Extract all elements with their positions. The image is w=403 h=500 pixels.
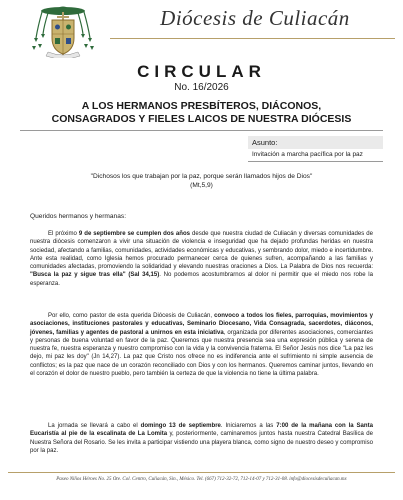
subject-divider: [248, 161, 383, 162]
paragraph-1: [30, 230, 373, 288]
paragraph-1-text: . No podemos acostumbrarnos al dolor ni permitir que el miedo nos robe la esperanza.: [30, 272, 373, 287]
quote-reference: (Mt,5,9): [190, 182, 213, 189]
document-type-label: CIRCULAR: [137, 62, 266, 81]
paragraph-2-bold: convoco a todos los fieles, parroquias, movimientos y asociaciones, instituciones pastorales y educativas, Seminario Diocesano, Vida Consagrada, sacerdotes, diáconos, jóvenes, familias y agentes de pastoral a unirnos en esta iniciativa: [30, 313, 373, 336]
paragraph-1-text: desde que nuestra ciudad de Culiacán y diversas comunidades de nuestra diócesis comenzaron a vivir una situación de violencia e inseguridad que ha dejado profundas heridas en nuestra sociedad, afectando a familias, comunidades, actividades económicas y educativas, y sembrando dolor, miedo e incertidumbre. Ante esta realidad, como Iglesia hemos procurado permanecer cerca de quienes sufren, acompañando a las familias y comunidades afectadas, promoviendo la solidaridad y elevando nuestras oraciones a Dios. La Palabra de Dios nos recuerda:: [30, 231, 374, 271]
coat-of-arms-icon: [28, 2, 98, 58]
heading-divider: [20, 130, 383, 131]
addressee-heading: [20, 100, 383, 126]
paragraph-3-bold: domingo 13 de septiembre: [140, 423, 221, 429]
heading-line-1: A LOS HERMANOS PRESBÍTEROS, DIÁCONOS,: [81, 100, 322, 112]
paragraph-2: [30, 312, 373, 378]
paragraph-3-text: y, posteriormente, caminaremos juntos hasta nuestra Catedral Basílica de Nuestra Señora del Rosario. Se les invita a participar vistiendo una playera blanca, como signo de nuestro deseo y compromiso por la paz.: [30, 431, 373, 454]
paragraph-3-bold: 7:00 de la mañana con la Santa Eucaristía al pie de la escalinata de La Lomita: [30, 423, 373, 438]
paragraph-3-text: . Iniciaremos a las: [220, 423, 277, 429]
quote-text: "Dichosos los que trabajan por la paz, porque serán llamados hijos de Dios": [90, 173, 313, 180]
paragraph-1-bold: "Busca la paz y sigue tras ella" (Sal 34,15): [30, 272, 160, 279]
bible-quote: [30, 172, 373, 190]
paragraph-3-text: La jornada se llevará a cabo el: [48, 423, 141, 429]
footer-address: Paseo Niños Héroes No. 25 Ote. Col. Centro, Culiacán, Sin., México. Tel. (667) 712-32-72, 712-14-07 y 712-31-08. info@diocesisdeculiacan.mx: [56, 477, 347, 482]
subject-label: Asunto:: [248, 136, 383, 149]
paragraph-3: [30, 422, 373, 455]
paragraph-1-text: El próximo: [48, 231, 79, 237]
header-divider: [110, 38, 395, 39]
circular-number: No. 16/2026: [174, 82, 229, 93]
paragraph-1-bold: 9 de septiembre se cumplen dos años: [78, 231, 191, 237]
footer-divider: [8, 472, 395, 473]
paragraph-2-text: Por ello, como pastor de esta querida Diócesis de Culiacán,: [48, 313, 215, 319]
subject-text: Invitación a marcha pacífica por la paz: [252, 151, 363, 158]
paragraph-2-text: , organizada por diferentes asociaciones, comerciantes y personas de buena voluntad en favor de la paz. Queremos que nuestra presencia sea una expresión pública y serena de nuestra fe, nuestra esperanza y nuestro compromiso con la vida y la convivencia fraterna. El Señor Jesús nos dice "La paz les dejo, mi paz les doy" (Jn 14,27). La paz que Cristo nos ofrece no es indiferencia ante el sufrimiento ni simple ausencia de conflictos; es la paz que nace de un corazón reconciliado con Dios y con los hermanos. Queremos caminar juntos, llevando en el corazón el dolor de nuestro pueblo, pero también la certeza de que la violencia no tiene la última palabra.: [30, 329, 373, 378]
greeting: Queridos hermanos y hermanas:: [30, 213, 127, 220]
heading-line-2: CONSAGRADOS Y FIELES LAICOS DE NUESTRA DIÓCESIS: [51, 113, 352, 125]
diocese-title: Diócesis de Culiacán: [160, 6, 350, 30]
